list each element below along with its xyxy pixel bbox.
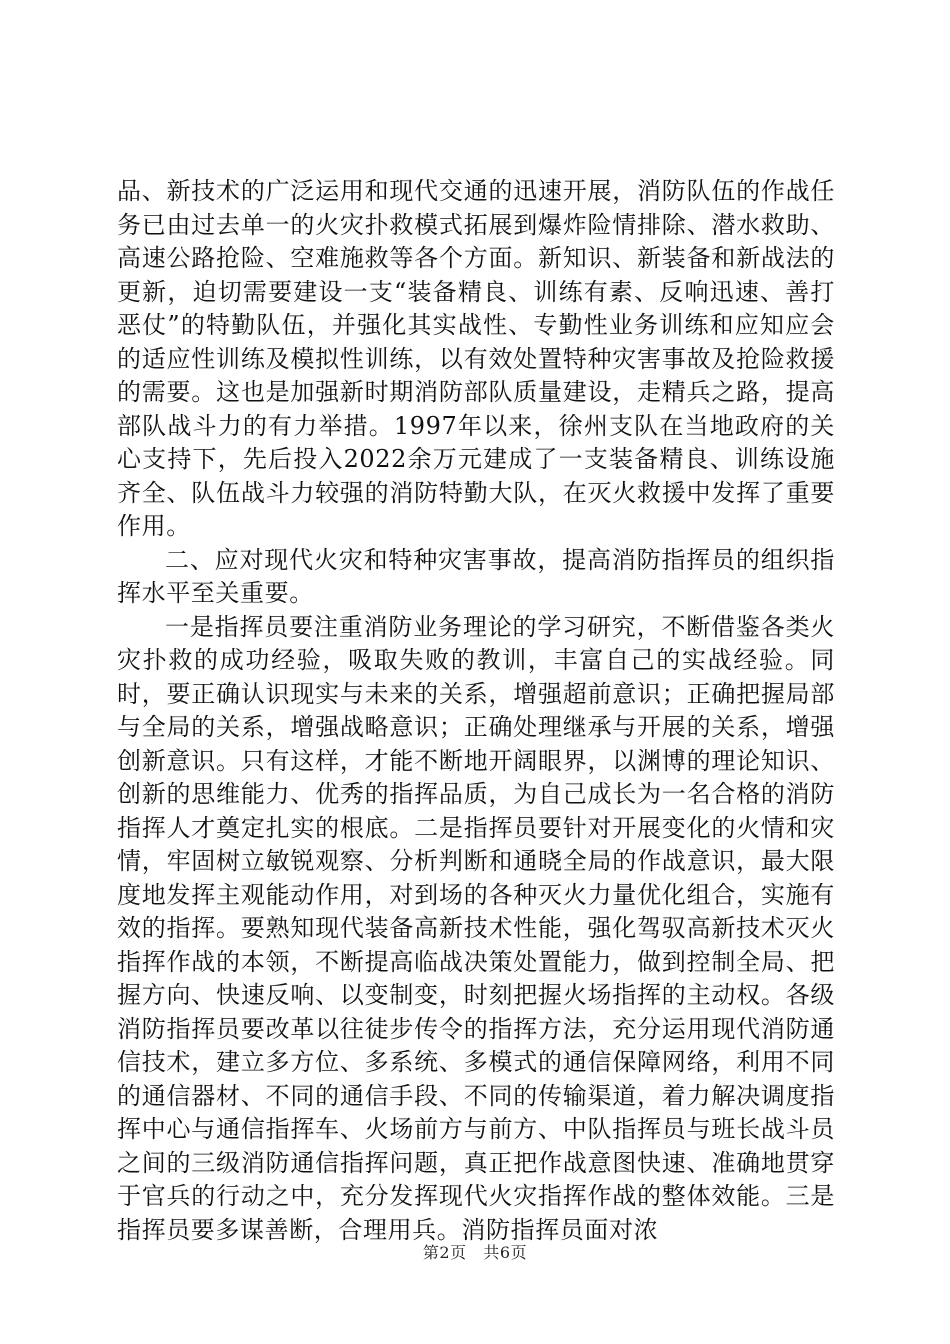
- paragraph-commander-duties: 一是指挥员要注重消防业务理论的学习研究，不断借鉴各类火灾扑救的成功经验，吸取失败的教训，丰富自己的实战经验。同时，要正确认识现实与未来的关系，增强超前意识；正确把握局部与全局的关系，增强战略意识；正确处理继承与开展的关系，增强创新意识。只有这样，才能不断地开阔眼界，以渊博的理论知识、创新的思维能力、优秀的指挥品质，为自己成长为一名合格的消防指挥人才奠定扎实的根底。二是指挥员要针对开展变化的火情和灾情，牢固树立敏锐观察、分析判断和通晓全局的作战意识，最大限度地发挥主观能动作用，对到场的各种灭火力量优化组合，实施有效的指挥。要熟知现代装备高新技术性能，强化驾驭高新技术灭火指挥作战的本领，不断提高临战决策处置能力，做到控制全局、把握方向、快速反响、以变制变，时刻把握火场指挥的主动权。各级消防指挥员要改革以往徒步传令的指挥方法，充分运用现代消防通信技术，建立多方位、多系统、多模式的通信保障网络，利用不同的通信器材、不同的通信手段、不同的传输渠道，着力解决调度指挥中心与通信指挥车、火场前方与前方、中队指挥员与班长战斗员之间的三级消防通信指挥问题，真正把作战意图快速、准确地贯穿于官兵的行动之中，充分发挥现代火灾指挥作战的整体效能。三是指挥员要多谋善断，合理用兵。消防指挥员面对浓: [117, 612, 835, 1244]
- section-heading-two: 二、应对现代火灾和特种灾害事故，提高消防指挥员的组织指挥水平至关重要。: [117, 545, 835, 607]
- document-body: [117, 175, 835, 1247]
- page-total: 共6页: [483, 1243, 528, 1262]
- page-separator: [472, 1243, 478, 1262]
- paragraph-continuation: 品、新技术的广泛运用和现代交通的迅速开展，消防队伍的作战任务已由过去单一的火灾扑救模式拓展到爆炸险情排除、潜水救助、高速公路抢险、空难施救等各个方面。新知识、新装备和新战法的更新，迫切需要建设一支“装备精良、训练有素、反响迅速、善打恶仗”的特勤队伍，并强化其实战性、专勤性业务训练和应知应会的适应性训练及模拟性训练，以有效处置特种灾害事故及抢险救援的需要。这也是加强新时期消防部队质量建设，走精兵之路，提高部队战斗力的有力举措。1997年以来，徐州支队在当地政府的关心支持下，先后投入2022余万元建成了一支装备精良、训练设施齐全、队伍战斗力较强的消防特勤大队，在灭火救援中发挥了重要作用。: [117, 177, 835, 540]
- page-number: 第2页: [422, 1243, 467, 1262]
- page-footer: [0, 1240, 950, 1263]
